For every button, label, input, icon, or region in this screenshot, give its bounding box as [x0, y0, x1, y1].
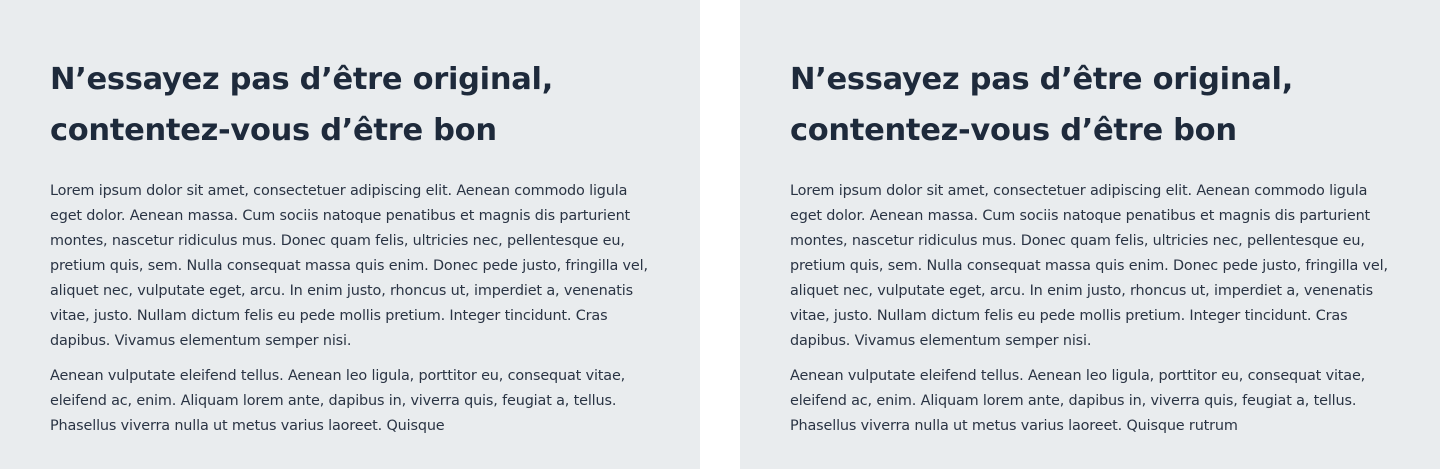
paragraph-line: Lorem ipsum dolor sit amet, consectetuer adipiscing elit. Aenean commodo ligula — [790, 183, 1368, 199]
content-card-right — [740, 0, 1440, 469]
paragraph-line: Phasellus viverra nulla ut metus varius laoreet. Quisque — [50, 418, 445, 434]
card-paragraph-1 — [790, 179, 1390, 354]
card-title-line: N’essayez pas d’être original, — [50, 62, 553, 97]
paragraph-line: montes, nascetur ridiculus mus. Donec quam felis, ultricies nec, pellentesque eu, — [790, 233, 1365, 249]
card-title-line: contentez-vous d’être bon — [50, 113, 497, 148]
card-title — [50, 54, 650, 156]
paragraph-line: dapibus. Vivamus elementum semper nisi. — [790, 333, 1092, 349]
paragraph-line: pretium quis, sem. Nulla consequat massa quis enim. Donec pede justo, fringilla vel, — [50, 258, 648, 274]
card-title — [790, 54, 1390, 156]
paragraph-line: vitae, justo. Nullam dictum felis eu pede mollis pretium. Integer tincidunt. Cras — [50, 308, 608, 324]
paragraph-line: Phasellus viverra nulla ut metus varius laoreet. Quisque rutrum — [790, 418, 1238, 434]
paragraph-line: Lorem ipsum dolor sit amet, consectetuer adipiscing elit. Aenean commodo ligula — [50, 183, 628, 199]
paragraph-line: pretium quis, sem. Nulla consequat massa quis enim. Donec pede justo, fringilla vel, — [790, 258, 1388, 274]
card-title-line: contentez-vous d’être bon — [790, 113, 1237, 148]
content-card-left — [0, 0, 700, 469]
card-paragraph-2 — [50, 364, 640, 439]
paragraph-line: montes, nascetur ridiculus mus. Donec quam felis, ultricies nec, pellentesque eu, — [50, 233, 625, 249]
card-paragraph-2 — [790, 364, 1380, 439]
paragraph-line: aliquet nec, vulputate eget, arcu. In enim justo, rhoncus ut, imperdiet a, venenatis — [790, 283, 1373, 299]
paragraph-line: eleifend ac, enim. Aliquam lorem ante, dapibus in, viverra quis, feugiat a, tellus. — [50, 393, 617, 409]
paragraph-line: Aenean vulputate eleifend tellus. Aenean leo ligula, porttitor eu, consequat vitae, — [790, 368, 1366, 384]
paragraph-line: eget dolor. Aenean massa. Cum sociis natoque penatibus et magnis dis parturient — [790, 208, 1371, 224]
paragraph-line: aliquet nec, vulputate eget, arcu. In enim justo, rhoncus ut, imperdiet a, venenatis — [50, 283, 633, 299]
paragraph-line: vitae, justo. Nullam dictum felis eu pede mollis pretium. Integer tincidunt. Cras — [790, 308, 1348, 324]
paragraph-line: Aenean vulputate eleifend tellus. Aenean leo ligula, porttitor eu, consequat vitae, — [50, 368, 626, 384]
card-title-line: N’essayez pas d’être original, — [790, 62, 1293, 97]
paragraph-line: eget dolor. Aenean massa. Cum sociis natoque penatibus et magnis dis parturient — [50, 208, 631, 224]
card-paragraph-1 — [50, 179, 650, 354]
paragraph-line: dapibus. Vivamus elementum semper nisi. — [50, 333, 352, 349]
paragraph-line: eleifend ac, enim. Aliquam lorem ante, dapibus in, viverra quis, feugiat a, tellus. — [790, 393, 1357, 409]
